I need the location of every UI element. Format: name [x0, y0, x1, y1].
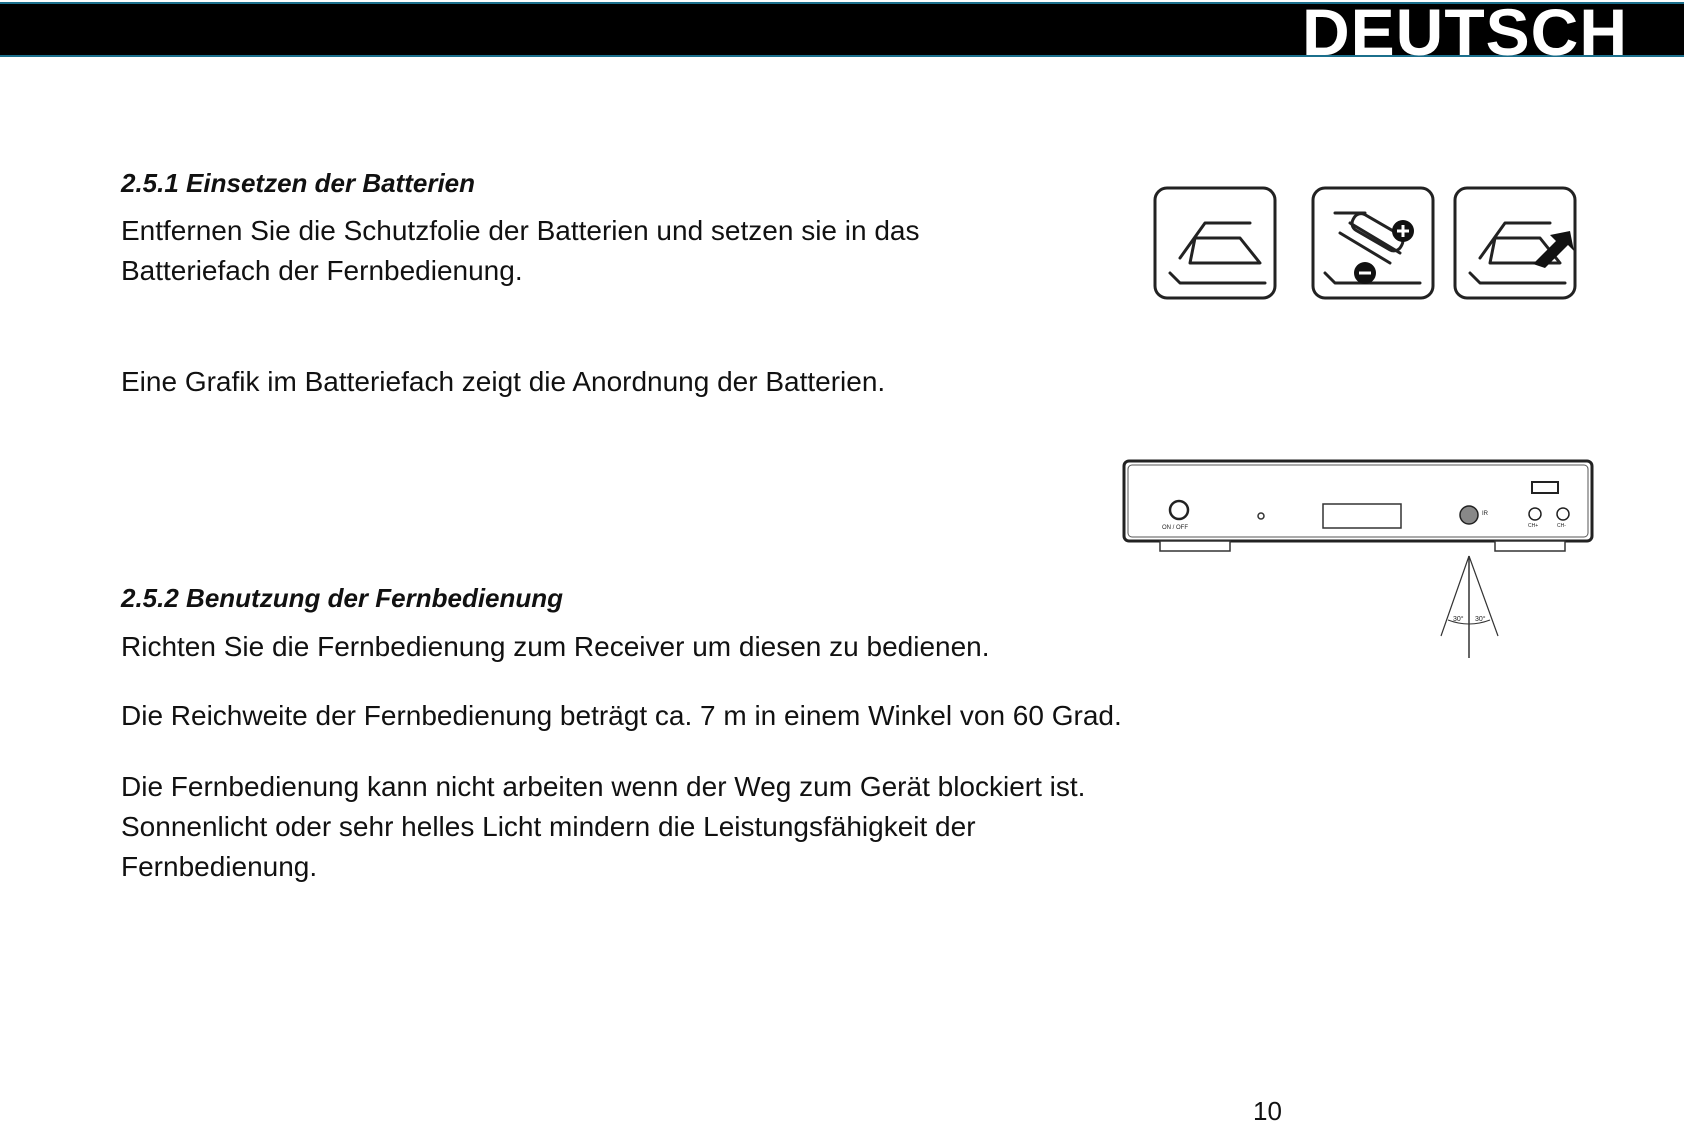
header-bar — [0, 0, 1684, 69]
paragraph-obstruction: Die Fernbedienung kann nicht arbeiten wenn der Weg zum Gerät blockiert ist. Sonnenlicht oder sehr helles Licht mindern die Leistungsfähigkeit der Fernbedienung. — [121, 771, 1086, 882]
section-heading-remote-use: 2.5.2 Benutzung der Fernbedienung — [121, 583, 564, 613]
plus-icon — [1392, 220, 1414, 242]
language-title: DEUTSCH — [1301, 0, 1628, 69]
minus-icon — [1354, 262, 1376, 284]
ch-down-label: CH- — [1557, 523, 1566, 529]
paragraph-remove-film: Entfernen Sie die Schutzfolie der Batterien und setzen sie in das Batteriefach der Fernbedienung. — [121, 215, 920, 286]
battery-cover-icon — [1180, 223, 1260, 263]
ir-sensor-icon — [1460, 506, 1478, 524]
paragraph-point-remote: Richten Sie die Fernbedienung zum Receiver um diesen zu bedienen. — [121, 631, 990, 662]
page-number: 10 — [1253, 1096, 1282, 1126]
angle-right-label: 30° — [1475, 616, 1486, 623]
paragraph-range: Die Reichweite der Fernbedienung beträgt ca. 7 m in einem Winkel von 60 Grad. — [121, 700, 1122, 731]
power-label: ON / OFF — [1162, 525, 1188, 531]
ir-label: IR — [1482, 511, 1488, 517]
section-heading-batteries: 2.5.1 Einsetzen der Batterien — [121, 168, 476, 198]
paragraph-battery-graphic: Eine Grafik im Batteriefach zeigt die Anordnung der Batterien. — [121, 366, 886, 397]
receiver-front-panel-illustration — [1120, 458, 1600, 663]
battery-insertion-illustration — [1150, 183, 1590, 303]
angle-left-label: 30° — [1453, 616, 1464, 623]
ch-up-label: CH+ — [1528, 523, 1539, 529]
